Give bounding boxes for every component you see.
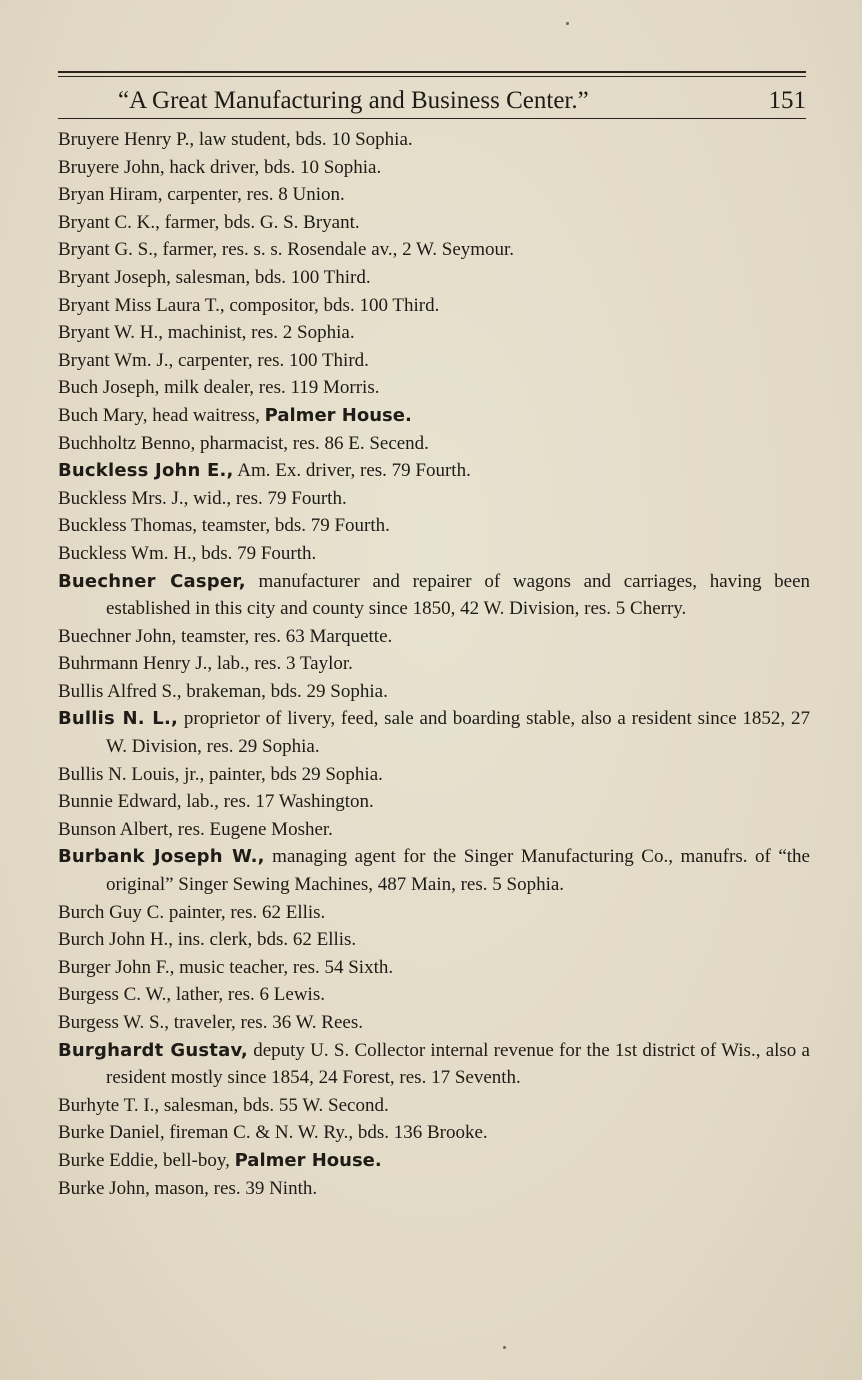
entry-text: Burke John, mason, res. 39 Ninth. — [58, 1177, 318, 1199]
entry-text: Bullis Alfred S., brakeman, bds. 29 Sophia. — [58, 680, 388, 702]
directory-entry — [58, 347, 810, 375]
entry-text: Buckless Wm. H., bds. 79 Fourth. — [58, 542, 317, 564]
entry-text: Buckless Thomas, teamster, bds. 79 Fourth. — [58, 515, 390, 537]
header-rule-top — [58, 71, 806, 73]
running-title: “A Great Manufacturing and Business Center.” — [118, 87, 589, 114]
directory-entry — [58, 705, 810, 760]
entry-text: Bryant Miss Laura T., compositor, bds. 100 Third. — [58, 294, 440, 316]
entry-bold-place: Palmer House. — [264, 404, 412, 426]
directory-entry — [58, 512, 810, 540]
entry-bold-name: Burghardt Gustav, — [58, 1039, 248, 1061]
entry-text: Burke Eddie, bell-boy, — [58, 1149, 235, 1171]
entry-text: Bunson Albert, res. Eugene Mosher. — [58, 818, 333, 840]
entry-text: Bryant Wm. J., carpenter, res. 100 Third. — [58, 349, 369, 371]
directory-entry — [58, 568, 810, 623]
entry-text: proprietor of livery, feed, sale and boarding stable, also a resident since 1852, 27 W. Division, res. 29 Sophia. — [106, 708, 810, 758]
directory-entry — [58, 816, 810, 844]
directory-entry — [58, 650, 810, 678]
directory-entry — [58, 1147, 810, 1175]
header-rule-bottom — [58, 118, 806, 119]
entry-bold-place: Palmer House. — [234, 1149, 382, 1171]
directory-entry — [58, 181, 810, 209]
directory-entry — [58, 292, 810, 320]
entry-text: Bruyere Henry P., law student, bds. 10 Sophia. — [58, 129, 413, 150]
entry-text: Burch John H., ins. clerk, bds. 62 Ellis. — [58, 929, 357, 951]
entry-bold-name: Burbank Joseph W., — [58, 846, 265, 868]
entry-text: Buchholtz Benno, pharmacist, res. 86 E. Secend. — [58, 432, 429, 454]
directory-entry — [58, 236, 810, 264]
header-rule-top-thin — [58, 76, 806, 77]
entry-text: deputy U. S. Collector internal revenue for the 1st district of Wis., also a resident mostly since 1854, 24 Forest, res. 17 Seventh. — [106, 1039, 810, 1089]
paper-speck — [503, 1346, 506, 1349]
directory-entry — [58, 1037, 810, 1092]
directory-entry — [58, 319, 810, 347]
entry-text: Bryan Hiram, carpenter, res. 8 Union. — [58, 184, 345, 206]
entry-bold-name: Bullis N. L., — [58, 708, 179, 730]
entry-text: manufacturer and repairer of wagons and carriages, having been established in this city and county since 1850, 42 W. Division, res. 5 Cherry. — [106, 570, 810, 620]
entry-text: managing agent for the Singer Manufacturing Co., manufrs. of “the original” Singer Sewing Machines, 487 Main, res. 5 Sophia. — [106, 846, 810, 896]
directory-entry — [58, 1175, 810, 1203]
entry-bold-name: Buckless John E., — [58, 460, 234, 482]
entry-text: Bullis N. Louis, jr., painter, bds 29 Sophia. — [58, 763, 383, 785]
paper-speck — [566, 22, 569, 25]
directory-entries — [58, 126, 810, 1202]
entry-text: Buckless Mrs. J., wid., res. 79 Fourth. — [58, 487, 347, 509]
directory-entry — [58, 678, 810, 706]
directory-entry — [58, 485, 810, 513]
entry-text: Buch Joseph, milk dealer, res. 119 Morris. — [58, 377, 380, 399]
directory-entry — [58, 623, 810, 651]
directory-entry — [58, 457, 810, 485]
directory-entry — [58, 402, 810, 430]
entry-text: Bryant G. S., farmer, res. s. s. Rosendale av., 2 W. Seymour. — [58, 239, 515, 261]
entry-text: Am. Ex. driver, res. 79 Fourth. — [233, 460, 471, 482]
entry-text: Bryant C. K., farmer, bds. G. S. Bryant. — [58, 211, 360, 233]
directory-entry — [58, 540, 810, 568]
entry-text: Burgess C. W., lather, res. 6 Lewis. — [58, 984, 325, 1006]
directory-entry — [58, 209, 810, 237]
directory-entry — [58, 1119, 810, 1147]
directory-entry — [58, 788, 810, 816]
directory-entry — [58, 954, 810, 982]
directory-entry — [58, 981, 810, 1009]
page-number: 151 — [768, 87, 806, 114]
directory-entry — [58, 926, 810, 954]
directory-entry — [58, 264, 810, 292]
entry-text: Bryant W. H., machinist, res. 2 Sophia. — [58, 322, 355, 344]
entry-text: Burch Guy C. painter, res. 62 Ellis. — [58, 901, 326, 923]
directory-entry — [58, 1009, 810, 1037]
directory-entry — [58, 126, 810, 154]
entry-text: Burger John F., music teacher, res. 54 Sixth. — [58, 956, 394, 978]
entry-text: Bunnie Edward, lab., res. 17 Washington. — [58, 791, 374, 813]
directory-entry — [58, 374, 810, 402]
entry-text: Burgess W. S., traveler, res. 36 W. Rees. — [58, 1012, 363, 1033]
running-header — [58, 84, 806, 118]
entry-text: Buechner John, teamster, res. 63 Marquette. — [58, 625, 393, 647]
directory-entry — [58, 899, 810, 927]
entry-text: Buhrmann Henry J., lab., res. 3 Taylor. — [58, 653, 353, 675]
entry-text: Buch Mary, head waitress, — [58, 404, 265, 426]
directory-entry — [58, 843, 810, 898]
entry-text: Burhyte T. I., salesman, bds. 55 W. Second. — [58, 1094, 389, 1116]
entry-text: Bruyere John, hack driver, bds. 10 Sophia. — [58, 156, 382, 178]
directory-entry — [58, 154, 810, 182]
directory-entry — [58, 761, 810, 789]
directory-entry — [58, 1092, 810, 1120]
entry-text: Bryant Joseph, salesman, bds. 100 Third. — [58, 266, 371, 288]
directory-entry — [58, 430, 810, 458]
entry-text: Burke Daniel, fireman C. & N. W. Ry., bds. 136 Brooke. — [58, 1122, 488, 1144]
entry-bold-name: Buechner Casper, — [58, 570, 246, 592]
